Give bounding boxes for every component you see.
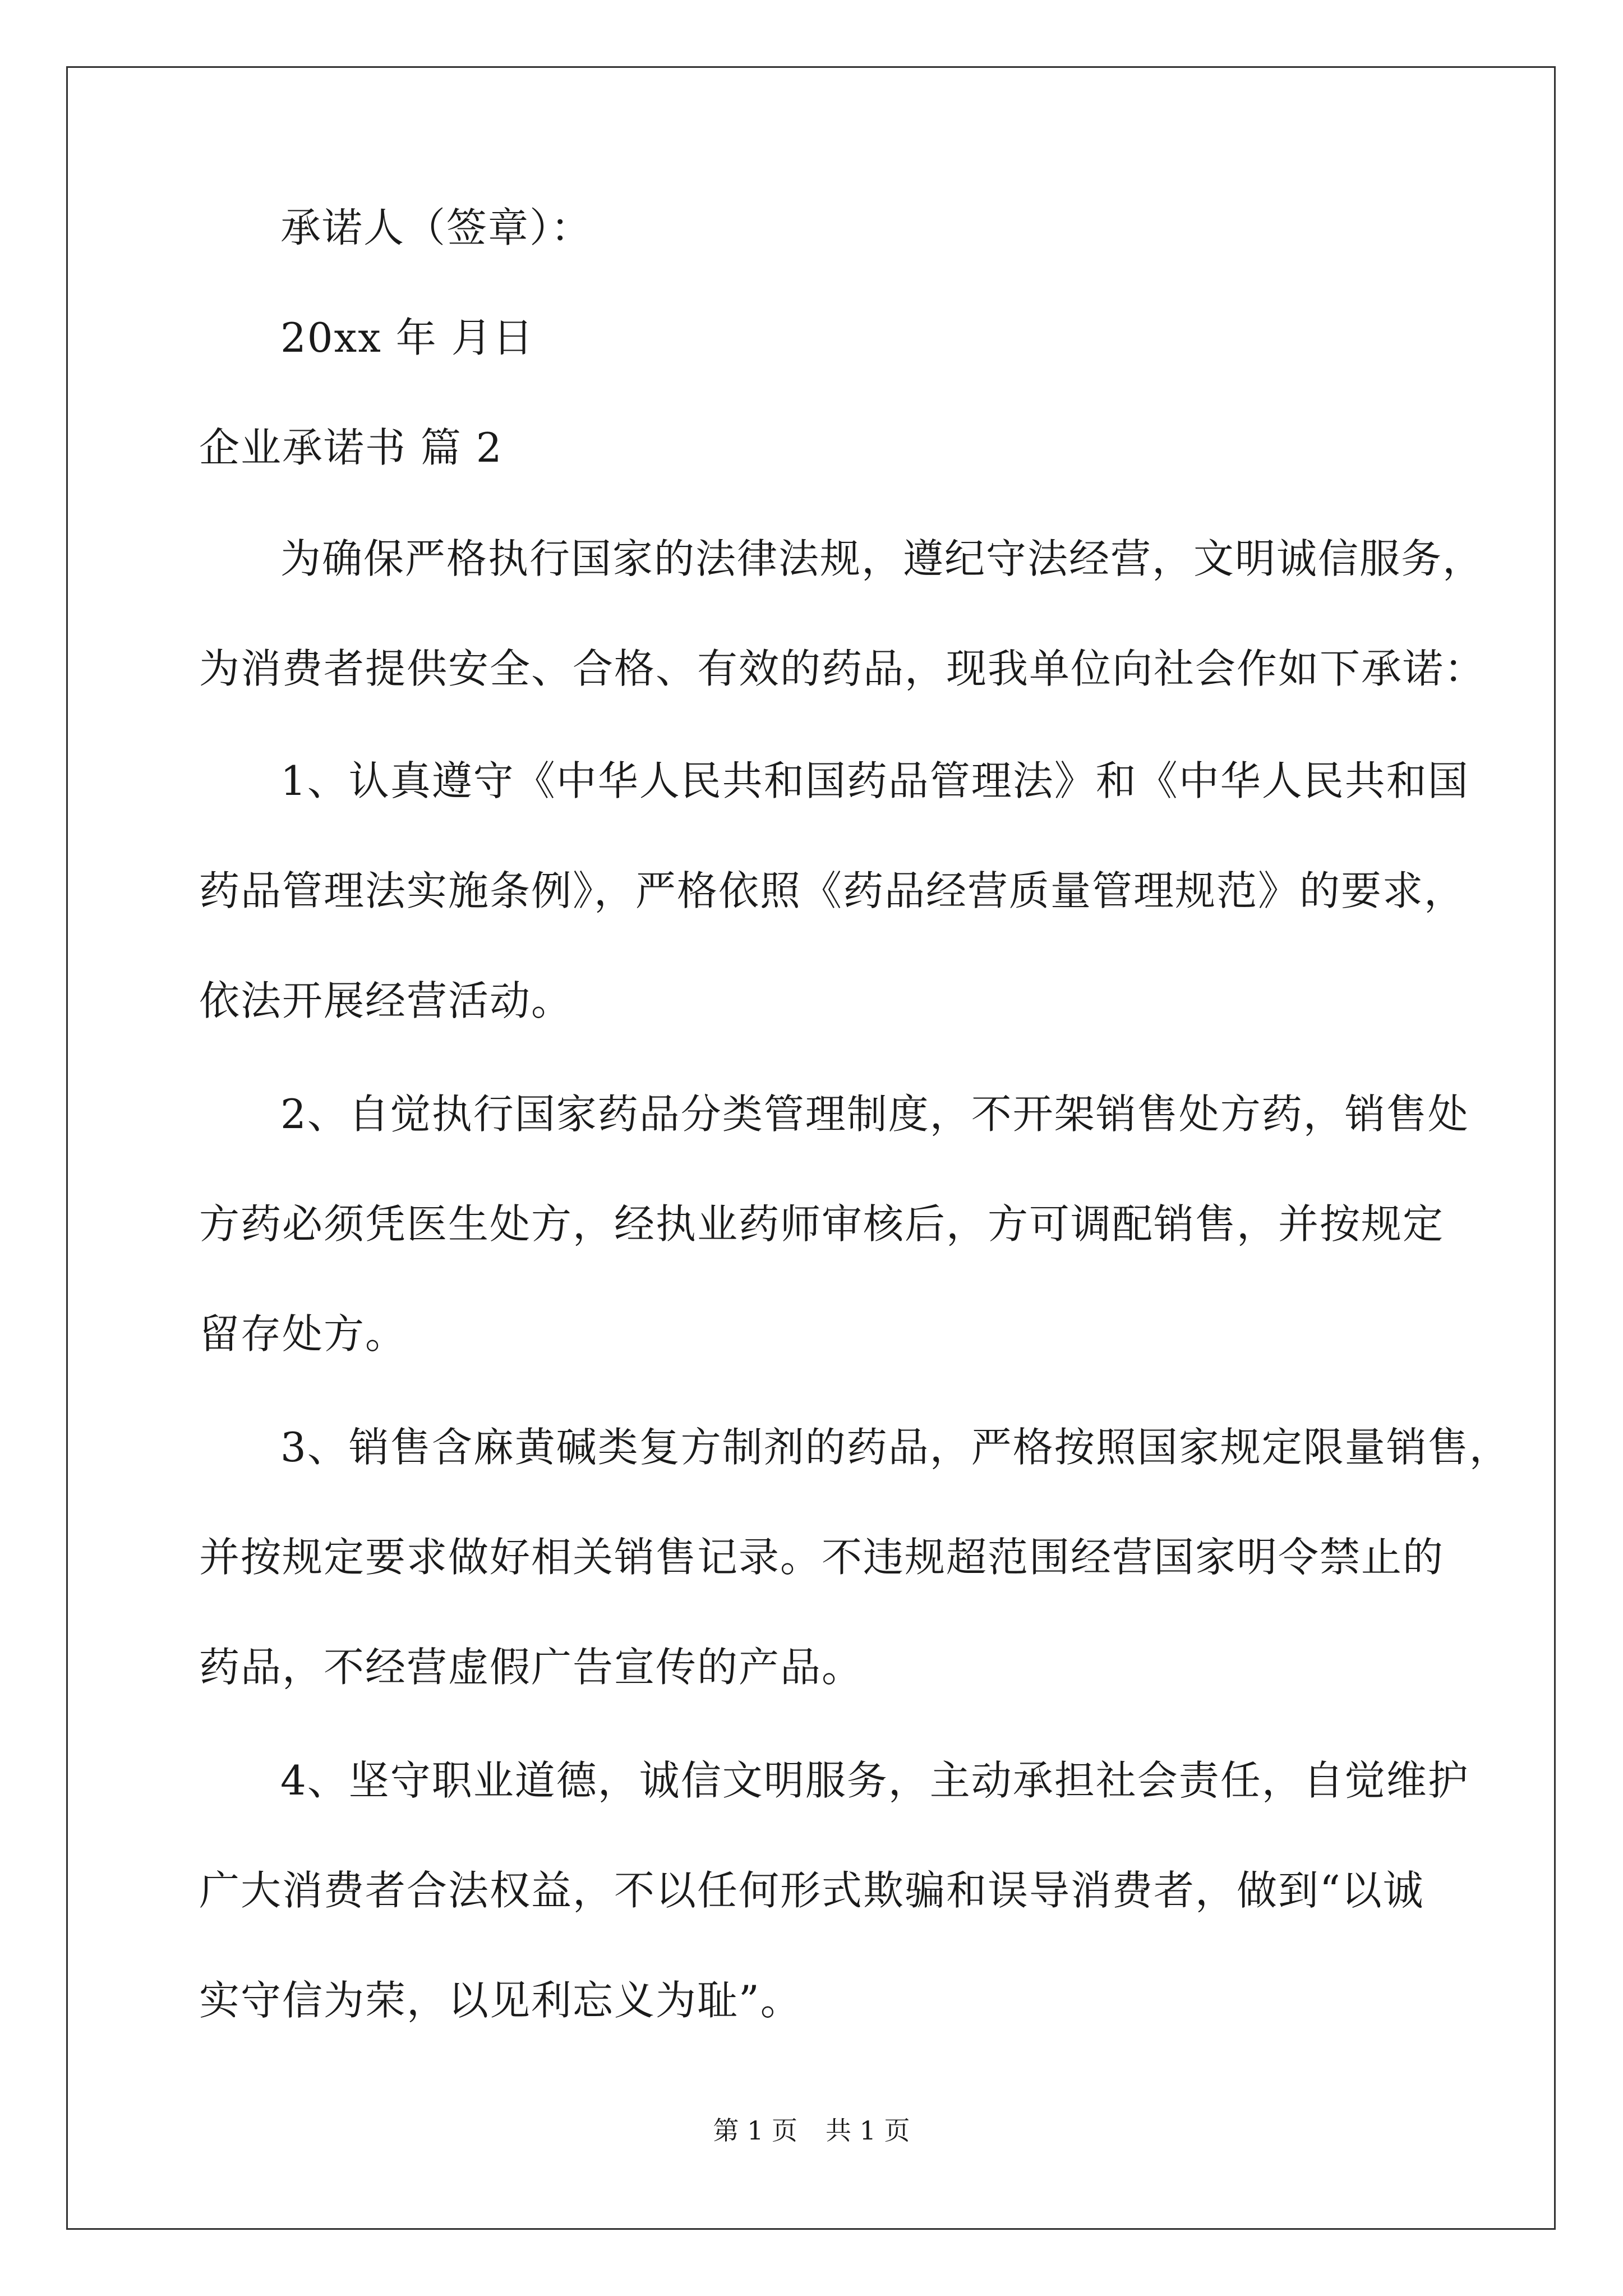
- paragraph-line: 依法开展经营活动。: [199, 977, 573, 1024]
- paragraph-line: 为确保严格执行国家的法律法规，遵纪守法经营，文明诚信服务，: [280, 535, 1484, 582]
- paragraph-line: 留存处方。: [199, 1310, 407, 1358]
- signature-block: [199, 202, 1433, 254]
- date-block: [199, 312, 1433, 364]
- paragraph-intro: [199, 533, 1486, 694]
- section-heading-block: [199, 422, 1433, 473]
- paragraph-line: 药品，不经营虚假广告宣传的产品。: [199, 1644, 864, 1691]
- paragraph-item-4: [199, 1755, 1469, 2026]
- paragraph-line: 为消费者提供安全、合格、有效的药品，现我单位向社会作如下承诺：: [199, 645, 1486, 692]
- page-footer: [0, 2114, 1623, 2147]
- section-heading: 企业承诺书 篇 2: [199, 424, 503, 471]
- signer-label: 承诺人（签章）：: [280, 204, 593, 251]
- paragraph-line: 药品管理法实施条例》，严格依照《药品经营质量管理规范》的要求，: [199, 867, 1466, 914]
- page-total: 共 1 页: [826, 2115, 910, 2146]
- paragraph-line: 3、销售含麻黄碱类复方制剂的药品，严格按照国家规定限量销售，: [280, 1424, 1511, 1471]
- paragraph-item-1: [199, 755, 1469, 1027]
- paragraph-line: 1、认真遵守《中华人民共和国药品管理法》和《中华人民共和国: [280, 757, 1469, 804]
- paragraph-line: 方药必须凭医生处方，经执业药师审核后，方可调配销售，并按规定: [199, 1200, 1445, 1248]
- date-line: 20xx 年 月日: [280, 314, 534, 361]
- paragraph-line: 2、自觉执行国家药品分类管理制度，不开架销售处方药，销售处: [280, 1091, 1469, 1138]
- paragraph-line: 广大消费者合法权益，不以任何形式欺骗和误导消费者，做到“以诚: [199, 1867, 1424, 1914]
- paragraph-item-3: [199, 1421, 1511, 1693]
- paragraph-line: 并按规定要求做好相关销售记录。不违规超范围经营国家明令禁止的: [199, 1534, 1445, 1581]
- page-number: 第 1 页: [713, 2115, 797, 2146]
- paragraph-line: 实守信为荣，以见利忘义为耻”。: [199, 1977, 802, 2024]
- paragraph-line: 4、坚守职业道德，诚信文明服务，主动承担社会责任，自觉维护: [280, 1757, 1469, 1804]
- paragraph-item-2: [199, 1088, 1469, 1360]
